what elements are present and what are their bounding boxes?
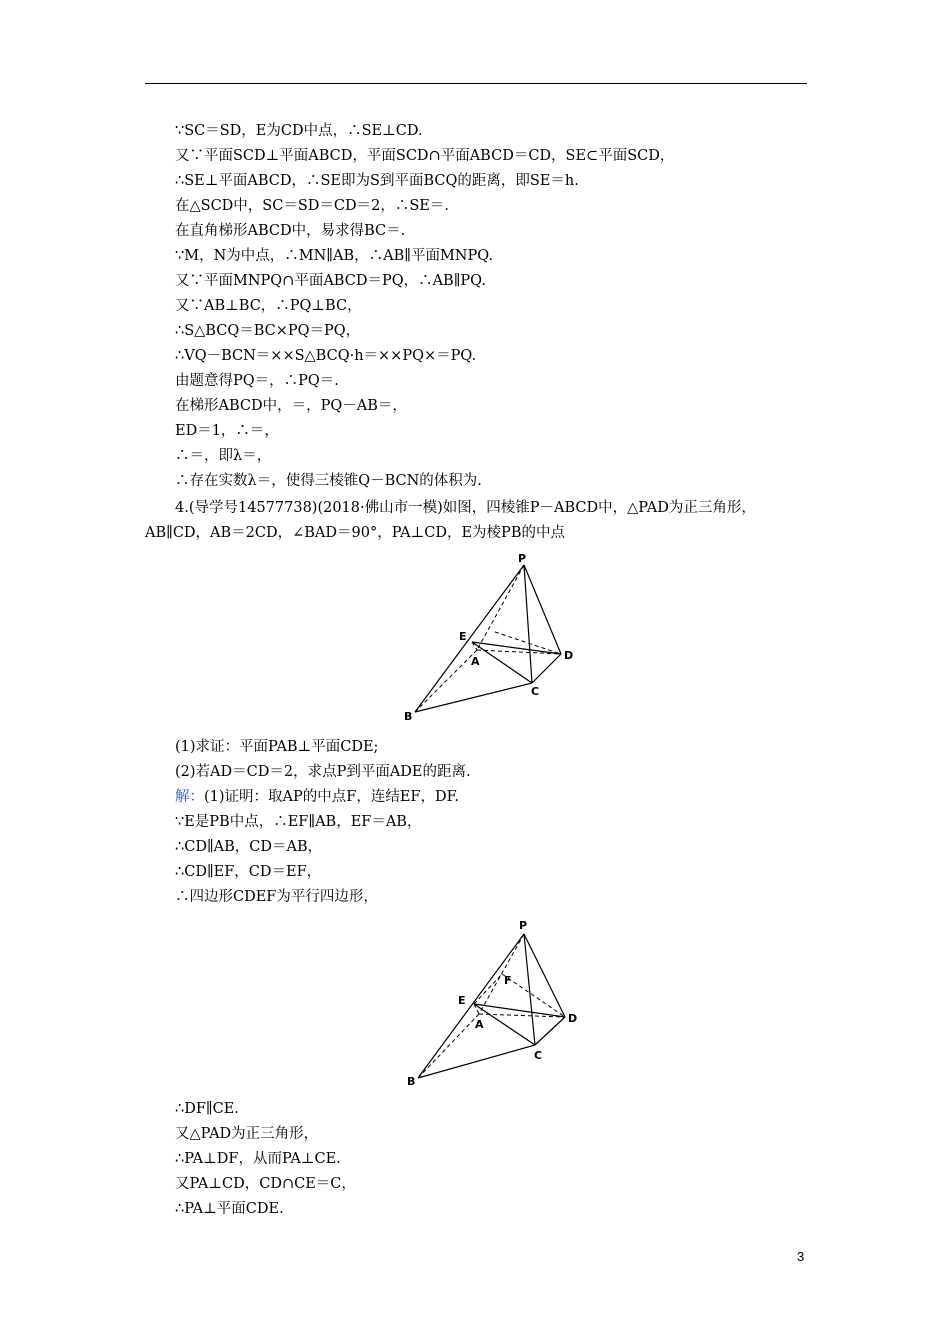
text-line: ∴CD∥AB，CD＝AB， [175,839,323,855]
text-line: ∴S△BCQ＝BC×PQ＝PQ， [175,323,361,339]
text-line: 又△PAD为正三角形， [175,1126,319,1142]
solution-proof-intro: (1)证明：取AP的中点F，连结EF，DF. [204,789,460,805]
header-rule [145,83,807,84]
question-2: (2)若AD＝CD＝2，求点P到平面ADE的距离. [175,764,471,780]
solution-label: 解： [175,789,204,805]
label-E: E [458,994,466,1007]
label-C: C [534,1049,543,1062]
label-A: A [475,1018,484,1031]
text-line: ∴DF∥CE. [175,1101,239,1117]
text-line: ED＝1，∴＝， [175,423,279,439]
label-P: P [518,552,527,565]
text-line: 又∵AB⊥BC，∴PQ⊥BC， [175,298,362,314]
text-line: 在直角梯形ABCD中，易求得BC＝. [175,223,406,239]
text-line: ∴PA⊥DF，从而PA⊥CE. [175,1151,341,1167]
solution-first-line [175,787,459,807]
label-B: B [407,1075,416,1088]
text-line: ∴＝，即λ＝， [175,448,272,464]
text-line: ∵M，N为中点，∴MN∥AB，∴AB∥平面MNPQ. [175,248,494,264]
label-A: A [471,655,480,668]
label-C: C [531,685,540,698]
text-line: ∵E是PB中点，∴EF∥AB，EF＝AB， [175,814,422,830]
text-line: 又∵平面SCD⊥平面ABCD，平面SCD∩平面ABCD＝CD，SE⊂平面SCD， [175,148,675,164]
text-line: 由题意得PQ＝，∴PQ＝. [175,373,339,389]
label-F: F [504,974,512,987]
text-line: 在梯形ABCD中，＝，PQ－AB＝， [175,398,407,414]
problem-4-line-1: 4.(导学号14577738)(2018·佛山市一模)如图，四棱锥P－ABCD中，△PAD为正三角形， [175,500,756,516]
pyramid-figure-1 [395,550,590,725]
text-line: ∴CD∥EF，CD＝EF， [175,864,322,880]
text-line: ∴四边形CDEF为平行四边形， [175,889,378,905]
label-E: E [459,630,467,643]
label-D: D [568,1012,578,1025]
label-B: B [404,710,413,723]
text-line: 又PA⊥CD，CD∩CE＝C， [175,1176,356,1192]
text-line: 在△SCD中，SC＝SD＝CD＝2，∴SE＝. [175,198,449,214]
page-number: 3 [797,1249,805,1264]
text-line: 又∵平面MNPQ∩平面ABCD＝PQ，∴AB∥PQ. [175,273,486,289]
label-D: D [564,649,574,662]
text-line: ∴PA⊥平面CDE. [175,1201,284,1217]
pyramid-figure-2 [398,912,593,1090]
problem-4-line-2: AB∥CD，AB＝2CD，∠BAD＝90°，PA⊥CD，E为棱PB的中点 [145,525,565,541]
text-line: ∴SE⊥平面ABCD，∴SE即为S到平面BCQ的距离，即SE＝h. [175,173,579,189]
label-P: P [519,919,528,932]
question-1: (1)求证：平面PAB⊥平面CDE; [175,739,379,755]
text-line: ∵SC＝SD，E为CD中点，∴SE⊥CD. [175,123,423,139]
text-line: ∴VQ－BCN＝××S△BCQ·h＝××PQ×＝PQ. [175,348,477,364]
text-line: ∴存在实数λ＝，使得三棱锥Q－BCN的体积为. [175,473,482,489]
